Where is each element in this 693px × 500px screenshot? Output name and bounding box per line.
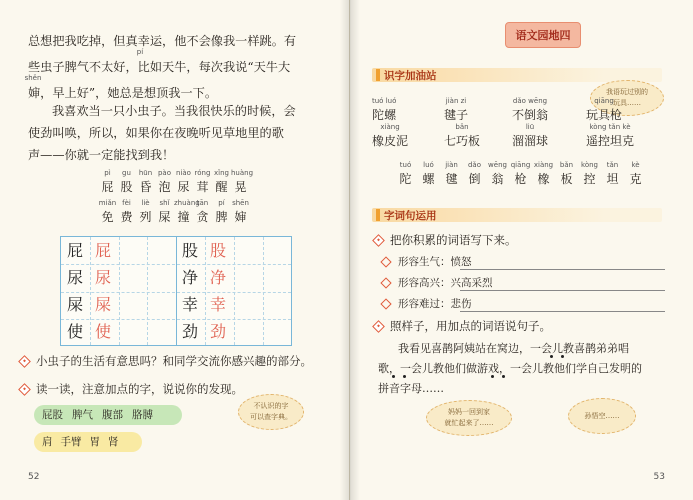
pinyin: liū <box>525 123 535 131</box>
grid-line <box>119 237 120 345</box>
grid-char-red: 劲 <box>209 322 226 341</box>
pill-word: 屁股 <box>42 409 63 421</box>
task-2: 照样子，用加点的词语说句子。 <box>390 319 551 333</box>
pinyin: shēn <box>232 199 249 207</box>
pill-word: 肾 <box>108 436 119 448</box>
hanzi: 昏 <box>139 180 152 194</box>
vocab-char <box>136 198 155 225</box>
grid-char-black: 屁 <box>66 241 83 260</box>
vocab-char <box>117 198 136 225</box>
example-line-2: 歌，一会儿教他们做游戏，一会儿教他们学自己发明的 <box>378 362 642 375</box>
pill-word: 手臂 <box>60 436 82 448</box>
toy-word <box>512 122 548 149</box>
hanzi: 婶 <box>234 210 247 224</box>
pinyin: qiāng <box>594 97 614 105</box>
diamond-bullet-icon <box>380 277 391 288</box>
vocab-row-2 <box>98 198 250 225</box>
pinyin: bǎn <box>559 161 574 169</box>
grid-char-black: 净 <box>181 268 198 287</box>
vocab-char <box>174 198 200 225</box>
prompt-2: 读一读，注意加点的字，说说你的发现。 <box>36 382 243 396</box>
cloud-left-text-1: 妈妈一回到家 <box>448 408 490 416</box>
ruby-shen-text: shěn <box>24 74 42 82</box>
green-word-pill <box>34 405 182 425</box>
pinyin: pí <box>218 199 225 207</box>
vocab-char <box>193 198 212 225</box>
emphasis-dot <box>491 375 494 378</box>
pinyin: qiāng <box>510 161 531 169</box>
grid-char-black: 幸 <box>181 295 198 314</box>
pinyin: shǐ <box>159 199 170 207</box>
pinyin: zhuàng <box>174 199 200 207</box>
thought-cloud <box>238 394 304 430</box>
grid-char-red: 净 <box>209 268 226 287</box>
hanzi: 玩具枪 <box>586 108 623 122</box>
emphasis-dot <box>392 375 395 378</box>
grid-line <box>234 237 235 345</box>
pill-word: 腹部 <box>102 409 123 421</box>
toy-word <box>586 122 634 149</box>
diamond-bullet-icon <box>372 320 385 333</box>
pinyin: jiàn <box>445 161 458 169</box>
pinyin: niào <box>176 169 191 177</box>
diamond-bullet-icon <box>372 234 385 247</box>
hanzi: 枪 <box>514 172 527 186</box>
grid-line <box>61 292 291 293</box>
pinyin: kè <box>631 161 640 169</box>
pinyin: kòng <box>581 161 598 169</box>
vocab-char <box>136 168 155 195</box>
page-number: 52 <box>28 472 40 482</box>
toy-word <box>444 122 480 149</box>
vocab-char <box>155 198 174 225</box>
toy-word <box>372 96 396 123</box>
grid-char-red: 屎 <box>94 295 111 314</box>
pinyin: liè <box>141 199 150 207</box>
grid-char-red: 幸 <box>209 295 226 314</box>
pinyin: huàng <box>231 169 254 177</box>
emphasis-dot <box>502 375 505 378</box>
pinyin: xiàng <box>380 123 400 131</box>
hanzi: 晃 <box>234 180 247 194</box>
paragraph-2-line-3: 声——你就一定能找到我！ <box>28 148 175 162</box>
example-line-3: 拼音字母…… <box>378 382 444 395</box>
answer-line[interactable] <box>460 290 665 291</box>
pinyin: pì <box>104 169 111 177</box>
hanzi: 毽 <box>445 172 458 186</box>
section-2-title: 字词句运用 <box>376 208 437 223</box>
grid-line <box>205 237 206 345</box>
paragraph-1-line-1: 总想把我吃掉，但真幸运，他不会像我一样跳。有 <box>28 34 297 48</box>
cloud-top-text-1: 我语玩过别的 <box>606 88 648 96</box>
hanzi: 陀螺 <box>372 108 397 122</box>
hanzi: 橡 <box>537 172 550 186</box>
chars-row-items <box>394 160 647 187</box>
grid-line <box>90 237 91 345</box>
hanzi: 溜溜球 <box>512 134 549 148</box>
hanzi: 屎 <box>158 210 171 224</box>
grid-line <box>263 237 264 345</box>
pinyin: tān <box>196 199 209 207</box>
hanzi: 倒 <box>468 172 481 186</box>
vocab-char <box>212 168 231 195</box>
paragraph-1-line-3: 婶，早上好”，她总是想顶我一下。 <box>28 86 218 100</box>
hanzi: 七巧板 <box>444 134 481 148</box>
vocab-char <box>486 160 509 187</box>
grid-line <box>61 264 291 265</box>
toy-word <box>586 96 622 123</box>
vocab-char <box>532 160 555 187</box>
pinyin: fèi <box>122 199 131 207</box>
vocab-char <box>578 160 601 187</box>
hanzi: 毽子 <box>444 108 469 122</box>
hanzi: 股 <box>120 180 133 194</box>
pinyin: kòng tǎn kè <box>589 123 631 131</box>
pinyin: bǎn <box>455 123 469 131</box>
example-line-1: 我看见喜鹊阿姨站在窝边，一会儿教喜鹊弟弟唱 <box>398 342 629 355</box>
hanzi: 免 <box>101 210 114 224</box>
vocab-char <box>394 160 417 187</box>
vocab-char <box>463 160 486 187</box>
diamond-bullet-icon <box>380 256 391 267</box>
grid-char-black: 股 <box>181 241 198 260</box>
section-1-title: 识字加油站 <box>376 68 437 83</box>
pinyin: jiàn zi <box>445 97 467 105</box>
grid-char-black: 屎 <box>66 295 83 314</box>
hanzi: 板 <box>560 172 573 186</box>
hanzi: 尿 <box>177 180 190 194</box>
diamond-bullet-icon <box>380 298 391 309</box>
vocab-char <box>624 160 647 187</box>
paragraph-2-line-1: 我喜欢当一只小虫子。当我很快乐的时候，会 <box>52 104 296 118</box>
thought-cloud-left <box>426 400 512 436</box>
hanzi: 费 <box>120 210 133 224</box>
vocab-char <box>231 198 250 225</box>
vocab-char <box>601 160 624 187</box>
hanzi: 茸 <box>196 180 209 194</box>
pinyin: pào <box>157 169 171 177</box>
hanzi: 不倒翁 <box>512 108 549 122</box>
ruby-pi-text: pí <box>136 48 144 56</box>
prompt-1: 小虫子的生活有意思吗？和同学交流你感兴趣的部分。 <box>36 354 312 368</box>
grid-line <box>61 319 291 320</box>
pinyin: dǎo wēng <box>512 97 548 105</box>
toy-word <box>372 122 408 149</box>
vocab-char <box>509 160 532 187</box>
pinyin: luó <box>423 161 434 169</box>
chars-row <box>394 160 647 187</box>
paragraph-2-line-2: 使劲叫唤，所以，如果你在夜晚听见草地里的歌 <box>28 126 284 140</box>
grid-char-black: 使 <box>66 322 83 341</box>
character-practice-grid <box>60 236 292 346</box>
pinyin: dǎo <box>467 161 481 169</box>
hanzi: 坦 <box>606 172 619 186</box>
vocab-row-1 <box>98 168 254 195</box>
pinyin: hūn <box>138 169 153 177</box>
pinyin: wēng <box>488 161 507 169</box>
cloud-top-text-2: 玩具…… <box>613 99 641 107</box>
diamond-bullet-icon <box>18 355 31 368</box>
hanzi: 贪 <box>196 210 209 224</box>
vocab-char <box>417 160 440 187</box>
emphasis-dot <box>550 355 553 358</box>
hanzi: 陀 <box>399 172 412 186</box>
green-words <box>42 409 162 421</box>
pinyin: tuó <box>399 161 412 169</box>
cloud-text-1: 不认识的字 <box>253 402 289 410</box>
answer-line[interactable] <box>460 269 665 270</box>
emphasis-dot <box>561 355 564 358</box>
diamond-bullet-icon <box>18 383 31 396</box>
vocab-char <box>98 168 117 195</box>
vocab-char <box>440 160 463 187</box>
grid-divider <box>176 237 177 345</box>
hanzi: 列 <box>139 210 152 224</box>
grid-char-red: 使 <box>94 322 111 341</box>
pill-word: 胳膊 <box>132 409 153 421</box>
cloud-text-2: 可以查字典。 <box>250 413 292 421</box>
vocab-char <box>174 168 193 195</box>
hanzi: 翁 <box>491 172 504 186</box>
vocab-char <box>98 198 117 225</box>
pinyin: róng <box>194 169 211 177</box>
paragraph-1-line-2 <box>28 58 290 75</box>
pinyin: xiàng <box>533 161 554 169</box>
hanzi: 螺 <box>422 172 435 186</box>
toy-word <box>512 96 548 123</box>
grid-char-red: 尿 <box>94 268 111 287</box>
cloud-left-text-2: 就忙起来了…… <box>444 419 494 427</box>
fill-item: 形容难过：悲伤 <box>398 298 472 310</box>
grid-char-black: 尿 <box>66 268 83 287</box>
thought-cloud-right <box>568 398 636 434</box>
vocab-char <box>212 198 231 225</box>
unit-title: 语文园地四 <box>505 22 581 48</box>
pill-word: 胃 <box>89 436 100 448</box>
toy-word <box>444 96 468 123</box>
text-segment: 些虫子脾气不太好，比如天牛，每次我说“天牛大 <box>28 60 291 74</box>
hanzi: 醒 <box>215 180 228 194</box>
task-1: 把你积累的词语写下来。 <box>390 233 517 247</box>
pinyin: tǎn <box>606 161 619 169</box>
hanzi: 控 <box>583 172 596 186</box>
fill-item: 形容生气：愤怒 <box>398 256 472 268</box>
hanzi: 脾 <box>215 210 228 224</box>
hanzi: 撞 <box>177 210 190 224</box>
vocab-char <box>231 168 254 195</box>
yellow-words <box>42 436 127 448</box>
grid-char-black: 劲 <box>181 322 198 341</box>
right-page <box>350 0 693 500</box>
grid-char-red: 股 <box>209 241 226 260</box>
vocab-char <box>155 168 174 195</box>
pinyin: tuó luó <box>372 97 397 105</box>
grid-char-red: 屁 <box>94 241 111 260</box>
grid-line <box>147 237 148 345</box>
cloud-right-text-1: 孙悟空…… <box>584 411 620 420</box>
page-number: 53 <box>653 472 665 482</box>
answer-line[interactable] <box>460 311 665 312</box>
vocab-row-1-chars <box>98 168 254 195</box>
pill-word: 脾气 <box>72 409 93 421</box>
vocab-char <box>117 168 136 195</box>
pinyin: xǐng <box>214 169 229 177</box>
pill-word: 肩 <box>42 436 53 448</box>
hanzi: 克 <box>629 172 642 186</box>
vocab-char <box>193 168 212 195</box>
vocab-char <box>555 160 578 187</box>
fill-item: 形容高兴：兴高采烈 <box>398 277 493 289</box>
pinyin: miǎn <box>98 199 117 207</box>
hanzi: 橡皮泥 <box>372 134 409 148</box>
vocab-row-2-chars <box>98 198 250 225</box>
hanzi: 遥控坦克 <box>586 134 635 148</box>
hanzi: 泡 <box>158 180 171 194</box>
emphasis-dot <box>403 375 406 378</box>
pinyin: gu <box>122 169 131 177</box>
yellow-word-pill <box>34 432 142 452</box>
hanzi: 屁 <box>101 180 114 194</box>
